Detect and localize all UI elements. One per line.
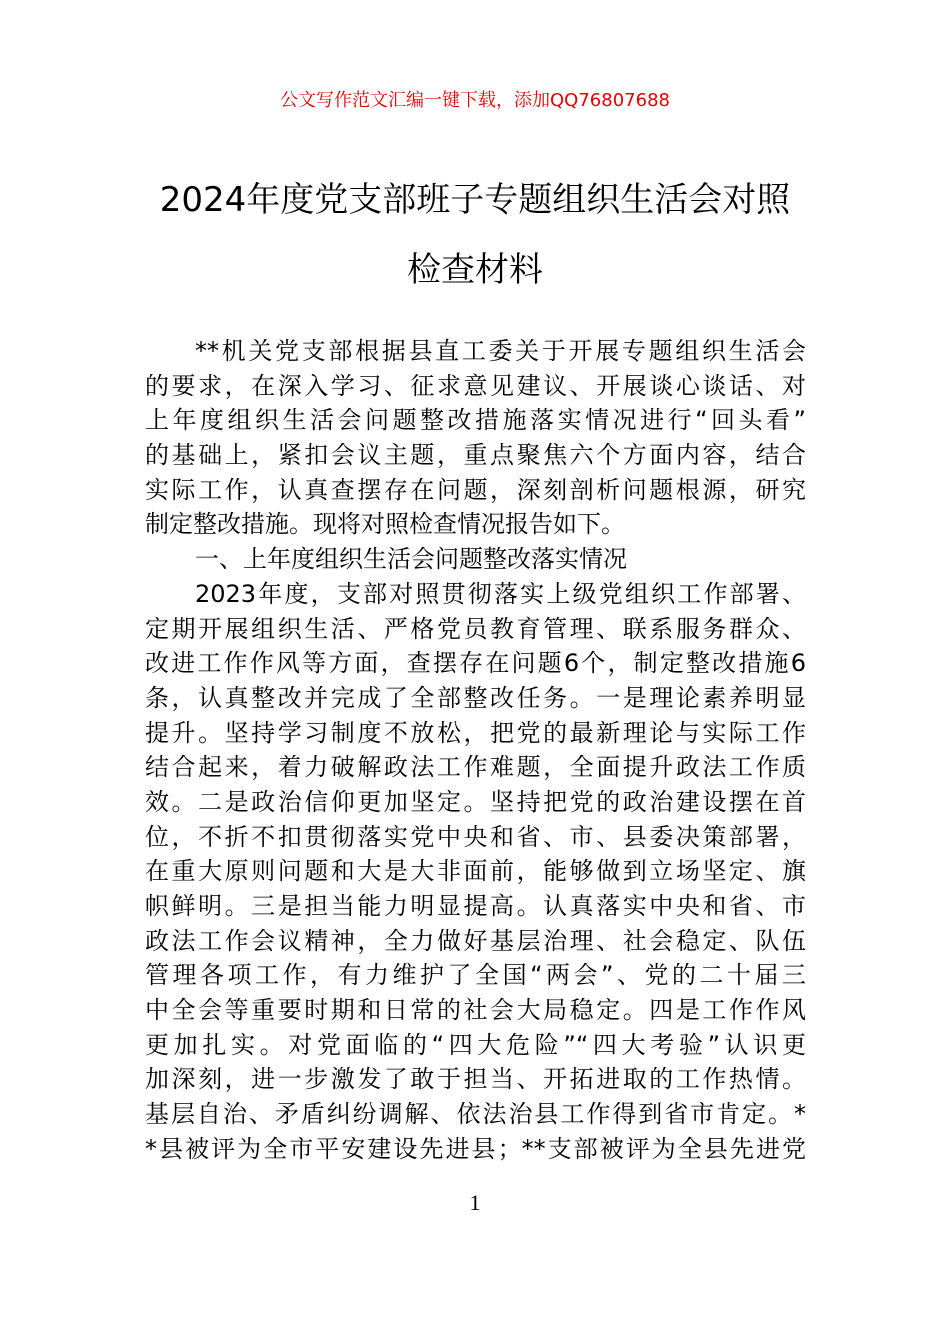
download-banner: 公文写作范文汇编一键下载，添加QQ76807688 <box>280 90 670 111</box>
body-text-line: 管理各项工作，有力维护了全国“两会”、党的二十届三 <box>145 961 806 990</box>
body-text-line: 改进工作作风等方面，查摆存在问题6个，制定整改措施6 <box>145 649 806 678</box>
body-text-line: 在重大原则问题和大是大非面前，能够做到立场坚定、旗 <box>145 857 806 886</box>
body-text-line: 定期开展组织生活、严格党员教育管理、联系服务群众、 <box>145 614 806 643</box>
body-text-line: 帜鲜明。三是担当能力明显提高。认真落实中央和省、市 <box>145 892 806 920</box>
body-text-line: 一、上年度组织生活会问题整改落实情况 <box>195 545 627 574</box>
page-number: 1 <box>469 1190 481 1215</box>
body-text-line: 政法工作会议精神，全力做好基层治理、社会稳定、队伍 <box>145 926 806 955</box>
body-text-line: 基层自治、矛盾纠纷调解、依法治县工作得到省市肯定。* <box>145 1100 806 1129</box>
body-text-line: 中全会等重要时期和日常的社会大局稳定。四是工作作风 <box>145 996 806 1025</box>
document-title-line-1: 2024年度党支部班子专题组织生活会对照 <box>159 180 791 220</box>
body-text-line: 的基础上，紧扣会议主题，重点聚焦六个方面内容，结合 <box>145 441 806 470</box>
body-text-line: 更加扎实。对党面临的“四大危险”“四大考验”认识更 <box>145 1030 806 1059</box>
document-body <box>145 334 806 1167</box>
body-text-line: 提升。坚持学习制度不放松，把党的最新理论与实际工作 <box>145 718 806 747</box>
body-text-line: 加深刻，进一步激发了敢于担当、开拓进取的工作热情。 <box>145 1065 806 1094</box>
body-text-line: 结合起来，着力破解政法工作难题，全面提升政法工作质 <box>145 753 806 782</box>
body-text-line: 位，不折不扣贯彻落实党中央和省、市、县委决策部署， <box>145 822 806 851</box>
body-text-line: 制定整改措施。现将对照检查情况报告如下。 <box>145 510 625 539</box>
body-text-line: **机关党支部根据县直工委关于开展专题组织生活会 <box>195 337 806 365</box>
document-title-line-2: 检查材料 <box>407 250 543 290</box>
body-text-line: 条，认真整改并完成了全部整改任务。一是理论素养明显 <box>145 683 806 712</box>
body-text-line: 效。二是政治信仰更加坚定。坚持把党的政治建设摆在首 <box>145 787 806 816</box>
body-text-line: 的要求，在深入学习、征求意见建议、开展谈心谈话、对 <box>145 371 806 400</box>
body-text-line: 实际工作，认真查摆存在问题，深刻剖析问题根源，研究 <box>145 475 806 504</box>
body-text-line: 2023年度，支部对照贯彻落实上级党组织工作部署、 <box>195 579 806 608</box>
body-text-line: *县被评为全市平安建设先进县；**支部被评为全县先进党 <box>145 1134 806 1163</box>
body-text-line: 上年度组织生活会问题整改措施落实情况进行“回头看” <box>145 406 806 435</box>
